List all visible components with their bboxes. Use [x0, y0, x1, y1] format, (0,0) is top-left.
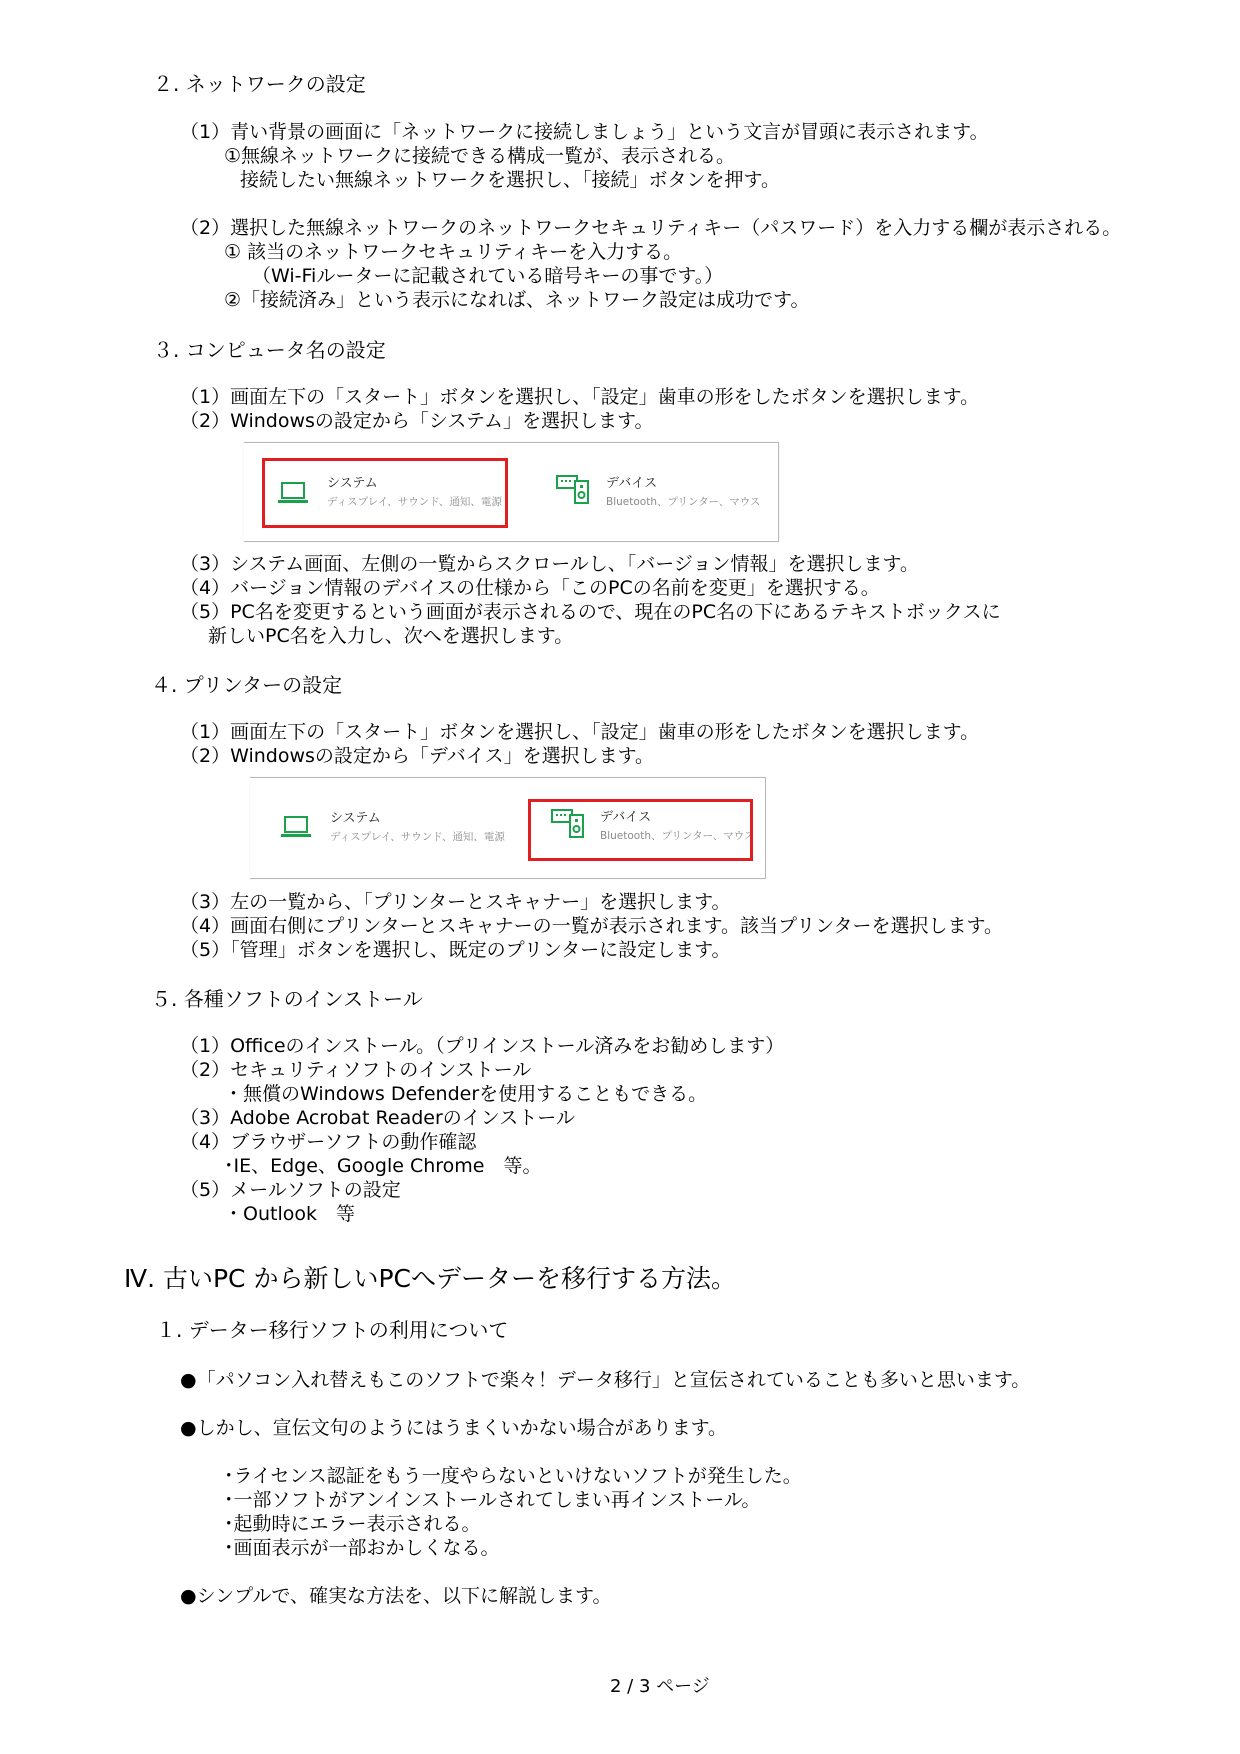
settings-screenshot-system — [244, 442, 779, 542]
section-3-heading: ３. コンピュータ名の設定 — [153, 338, 386, 362]
section-4-line-4: （4）画面右側にプリンターとスキャナーの一覧が表示されます。該当プリンターを選択します。 — [180, 915, 1004, 937]
devices-tile-title: デバイス — [600, 810, 652, 825]
section-3-line-2: （2）Windowsの設定から「システム」を選択します。 — [180, 410, 654, 432]
section-5-line-4: （3）Adobe Acrobat Readerのインストール — [180, 1107, 575, 1129]
chapter-4-item-1: ･ライセンス認証をもう一度やらないといけないソフトが発生した。 — [224, 1465, 802, 1487]
system-tile-title: システム — [330, 811, 381, 826]
section-4-line-5: （5）「管理」ボタンを選択し、既定のプリンターに設定します。 — [180, 939, 731, 961]
chapter-4-bullet-3: ●シンプルで、確実な方法を、以下に解説します。 — [180, 1585, 612, 1607]
highlight-box-devices — [528, 799, 753, 861]
devices-icon — [556, 473, 590, 505]
section-2-line-5: ① 該当のネットワークセキュリティキーを入力する。 — [224, 241, 683, 263]
settings-screenshot-devices — [250, 777, 766, 879]
chapter-4-item-2: ･一部ソフトがアンインストールされてしまい再インストール。 — [224, 1489, 761, 1511]
section-4-line-2: （2）Windowsの設定から「デバイス」を選択します。 — [180, 745, 655, 767]
section-2-line-7: ②「接続済み」という表示になれば、ネットワーク設定は成功です。 — [224, 289, 810, 311]
section-2-heading: ２. ネットワークの設定 — [153, 72, 366, 96]
section-2-line-4: （2）選択した無線ネットワークのネットワークセキュリティキー（パスワード）を入力する欄が表示される。 — [180, 217, 1122, 239]
page-number: 2 / 3 ページ — [610, 1676, 710, 1697]
laptop-icon — [280, 815, 312, 839]
section-2-line-1: （1）青い背景の画面に「ネットワークに接続しましょう」という文言が冒頭に表示されます。 — [180, 121, 989, 143]
highlight-box-system — [262, 458, 508, 528]
section-2-line-2: ①無線ネットワークに接続できる構成一覧が、表示される。 — [224, 145, 736, 167]
system-tile-subtitle: ディスプレイ、サウンド、通知、電源 — [327, 496, 502, 508]
section-5-line-1: （1）Officeのインストール。（プリインストール済みをお勧めします） — [180, 1035, 785, 1057]
section-2-line-3: 接続したい無線ネットワークを選択し、「接続」ボタンを押す。 — [240, 169, 780, 191]
devices-tile-subtitle: Bluetooth、プリンター、マウス — [606, 496, 761, 508]
section-5-line-5: （4）ブラウザーソフトの動作確認 — [180, 1131, 477, 1153]
section-4-line-1: （1）画面左下の「スタート」ボタンを選択し、「設定」歯車の形をしたボタンを選択します。 — [180, 721, 980, 743]
section-3-line-5: （5）PC名を変更するという画面が表示されるので、現在のPC名の下にあるテキストボックスに — [180, 601, 1001, 623]
section-5-line-8: ・Outlook 等 — [224, 1203, 355, 1225]
section-5-line-7: （5）メールソフトの設定 — [180, 1179, 401, 1201]
section-3-line-3: （3）システム画面、左側の一覧からスクロールし、「バージョン情報」を選択します。 — [180, 553, 920, 575]
system-tile-subtitle: ディスプレイ、サウンド、通知、電源 — [330, 831, 505, 843]
devices-tile-subtitle: Bluetooth、プリンター、マウス — [600, 830, 755, 842]
section-5-heading: ５. 各種ソフトのインストール — [151, 987, 423, 1011]
devices-tile-title: デバイス — [606, 476, 658, 491]
chapter-4-bullet-2: ●しかし、宣伝文句のようにはうまくいかない場合があります。 — [180, 1417, 728, 1439]
chapter-4-heading: Ⅳ. 古いPC から新しいPCへデーターを移行する方法。 — [124, 1264, 736, 1293]
section-3-line-1: （1）画面左下の「スタート」ボタンを選択し、「設定」歯車の形をしたボタンを選択します。 — [180, 386, 980, 408]
section-5-line-6: ･IE、Edge、Google Chrome 等。 — [224, 1155, 542, 1177]
section-3-line-4: （4）バージョン情報のデバイスの仕様から「このPCの名前を変更」を選択する。 — [180, 577, 880, 599]
system-tile-title: システム — [327, 476, 378, 491]
section-5-line-2: （2）セキュリティソフトのインストール — [180, 1059, 532, 1081]
section-4-heading: ４. プリンターの設定 — [151, 673, 343, 697]
chapter-4-subheading: １. データー移行ソフトの利用について — [156, 1318, 509, 1342]
chapter-4-bullet-1: ●「パソコン入れ替えもこのソフトで楽々！データ移行」と宣伝されていることも多いと思います。 — [180, 1369, 1031, 1391]
section-3-line-6: 新しいPC名を入力し、次へを選択します。 — [208, 625, 574, 647]
section-4-line-3: （3）左の一覧から、「プリンターとスキャナー」を選択します。 — [180, 891, 731, 913]
section-5-line-3: ・無償のWindows Defenderを使用することもできる。 — [224, 1083, 708, 1105]
chapter-4-item-4: ･画面表示が一部おかしくなる。 — [224, 1537, 500, 1559]
section-2-line-6: （Wi-Fiルーターに記載されている暗号キーの事です。） — [252, 265, 724, 287]
chapter-4-item-3: ･起動時にエラー表示される。 — [224, 1513, 481, 1535]
